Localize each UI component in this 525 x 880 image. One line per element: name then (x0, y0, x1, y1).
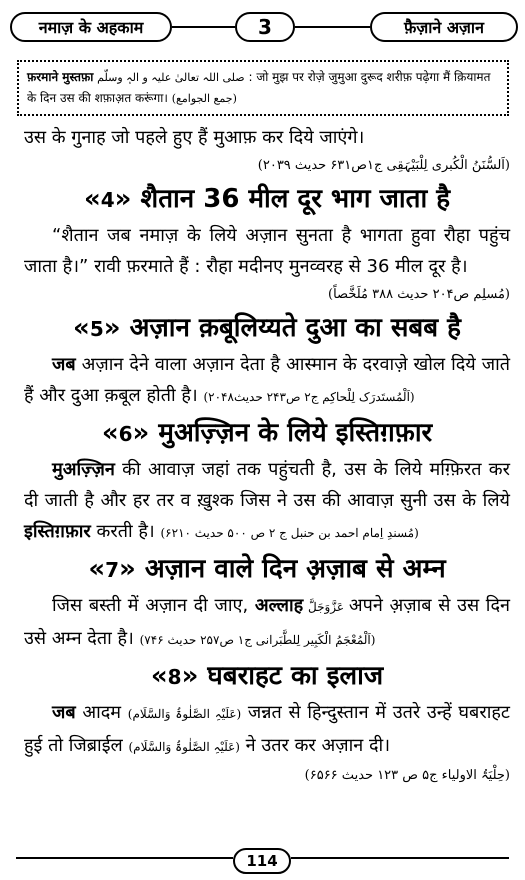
section-8-title: घबराहट का इलाज (207, 661, 384, 691)
section-5-text: अज़ान देने वाला अज़ान देता है आस्मान के दरवाज़े खोल दिये जाते हैं और दुआ क़बूल होती है। (24, 354, 510, 406)
section-8-number: 8 (167, 665, 182, 689)
page-footer (6, 844, 519, 874)
intro-line: उस के गुनाह जो पहले हुए हैं मुआफ़ कर दिये जाएंगे। (24, 127, 365, 148)
footer-rule-right (291, 857, 509, 859)
notice-source: (جمع الجوامع) (171, 92, 237, 105)
header-rule-left (172, 26, 235, 28)
section-8-arabic-2: (عَلَیْہِ الصَّلٰوۃُ وَالسَّلَام) (128, 740, 240, 754)
footer-rule-left (16, 857, 233, 859)
section-7-arabic: عَزَّوَجَلَّ (303, 600, 349, 614)
intro-reference: (اَلسُّنَنُ الْکُبری لِلْبَیْہَقِی ج۱ص۶۳۱ حدیث ۲۰۳۹) (257, 158, 510, 173)
section-4-heading: «4» शैतान 36 मील दूर भाग जाता है (83, 184, 451, 214)
chapter-number: 3 (235, 12, 295, 42)
page-body (24, 122, 510, 789)
section-6-paragraph (24, 454, 510, 549)
section-4-title: शैतान 36 मील दूर भाग जाता है (140, 184, 451, 214)
section-4-reference: (مُسلِم ص۲۰۴ حدیث ۳۸۸ مُلَخَّصاً) (328, 287, 510, 302)
notice-box (17, 60, 509, 116)
section-8-heading: «8» घबराहट का इलाज (150, 661, 384, 691)
section-7-number: 7 (105, 558, 120, 582)
section-6-text-end: करती है। (90, 521, 155, 542)
section-5-lead: जब (52, 354, 76, 375)
section-8-arabic-1: (عَلَیْہِ الصَّلٰوۃُ وَالسَّلَام) (127, 707, 242, 721)
section-7-reference: (اَلْمُعْجَمُ الْکَبِیر لِلطَّبَرانی ج۱ ص۲۵۷ حدیث ۷۴۶) (139, 633, 376, 647)
section-5-title: अज़ान क़बूलिय्यते दुआ का सबब है (129, 313, 461, 343)
notice-text: : जो मुझ पर रोजे़ जुमुआ दुरूद शरीफ़ पढ़ेगा मैं क़ियामत के दिन उस की शफ़ाअ़त करूंगा। (27, 70, 491, 105)
section-4-number: 4 (100, 188, 115, 212)
book-title: नमाज़ के अहकाम (10, 12, 172, 42)
section-6-bold-term: इस्तिग़फ़ार (24, 521, 91, 542)
section-6-heading: «6» मुअज़्ज़िन के लिये इस्तिग़फ़ार (101, 418, 433, 448)
section-8-paragraph (24, 697, 510, 763)
section-6-text: की आवाज़ जहां तक पहुंचती है, उस के लिये मग़्फ़िरत कर दी जाती है और हर तर व ख़ुश्क जिस ने उस की आवाज़ सुनी उस के लिये (24, 459, 510, 511)
section-5-reference: (اَلْمُستَدرَک لِلْحاکِم ج۲ ص۲۴۳ حدیث۲۰۴۸) (203, 390, 415, 404)
chapter-title: फ़ैज़ाने अज़ान (370, 12, 518, 42)
notice-arabic-salutation: صلی اللہ تعالیٰ علیہ و الہٖ وسلّم (97, 71, 245, 84)
page-frame (6, 6, 519, 874)
section-8-text-3: ने उतर कर अज़ान दी। (239, 735, 391, 756)
section-6-reference: (مُسندِ اِمام احمد بن حنبل ج ۲ ص ۵۰۰ حدیث ۶۲۱۰) (160, 526, 419, 540)
header-rule-right (295, 26, 370, 28)
section-7-text: जिस बस्ती में अज़ान दी जाए, (52, 595, 255, 616)
section-4-text: “शैतान जब नमाज़ के लिये अज़ान सुनता है भागता हुवा रौहा पहुंच जाता है।” रावी फ़रमाते हैं : रौहा मदीनए मुनव्वरह से 36 मील दूर है। (24, 225, 510, 277)
section-5-heading: «5» अज़ान क़बूलिय्यते दुआ का सबब है (73, 313, 461, 343)
section-6-title: मुअज़्ज़िन के लिये इस्तिग़फ़ार (158, 418, 433, 448)
section-8-reference: (حِلْیَۃُ الاولیاء ج۵ ص ۱۲۳ حدیث ۶۵۶۶) (304, 768, 510, 783)
section-6-number: 6 (118, 422, 133, 446)
section-8-text: आदम (75, 702, 128, 723)
section-7-heading: «7» अज़ान वाले दिन अ़ज़ाब से अम्न (88, 554, 446, 584)
section-6-lead: मुअज़्ज़िन (52, 459, 115, 480)
section-7-paragraph (24, 590, 510, 656)
page-number: 114 (233, 848, 291, 874)
section-7-title: अज़ान वाले दिन अ़ज़ाब से अम्न (144, 554, 446, 584)
section-5-paragraph (24, 349, 510, 413)
section-5-number: 5 (89, 317, 104, 341)
section-8-text-2: जन्नत से हिन्दुस्तान में उतरे उन्हें घबराहट हुई तो जिब्राईल (24, 702, 510, 756)
page-header (6, 8, 519, 46)
section-7-bold-name: अल्लाह (254, 595, 304, 616)
section-8-lead: जब (52, 702, 76, 723)
notice-label: फ़रमाने मुस्तफ़ा (27, 70, 94, 84)
section-7-text-end: अपने अ़ज़ाब से उस दिन उसे अम्न देता है। (24, 595, 510, 649)
